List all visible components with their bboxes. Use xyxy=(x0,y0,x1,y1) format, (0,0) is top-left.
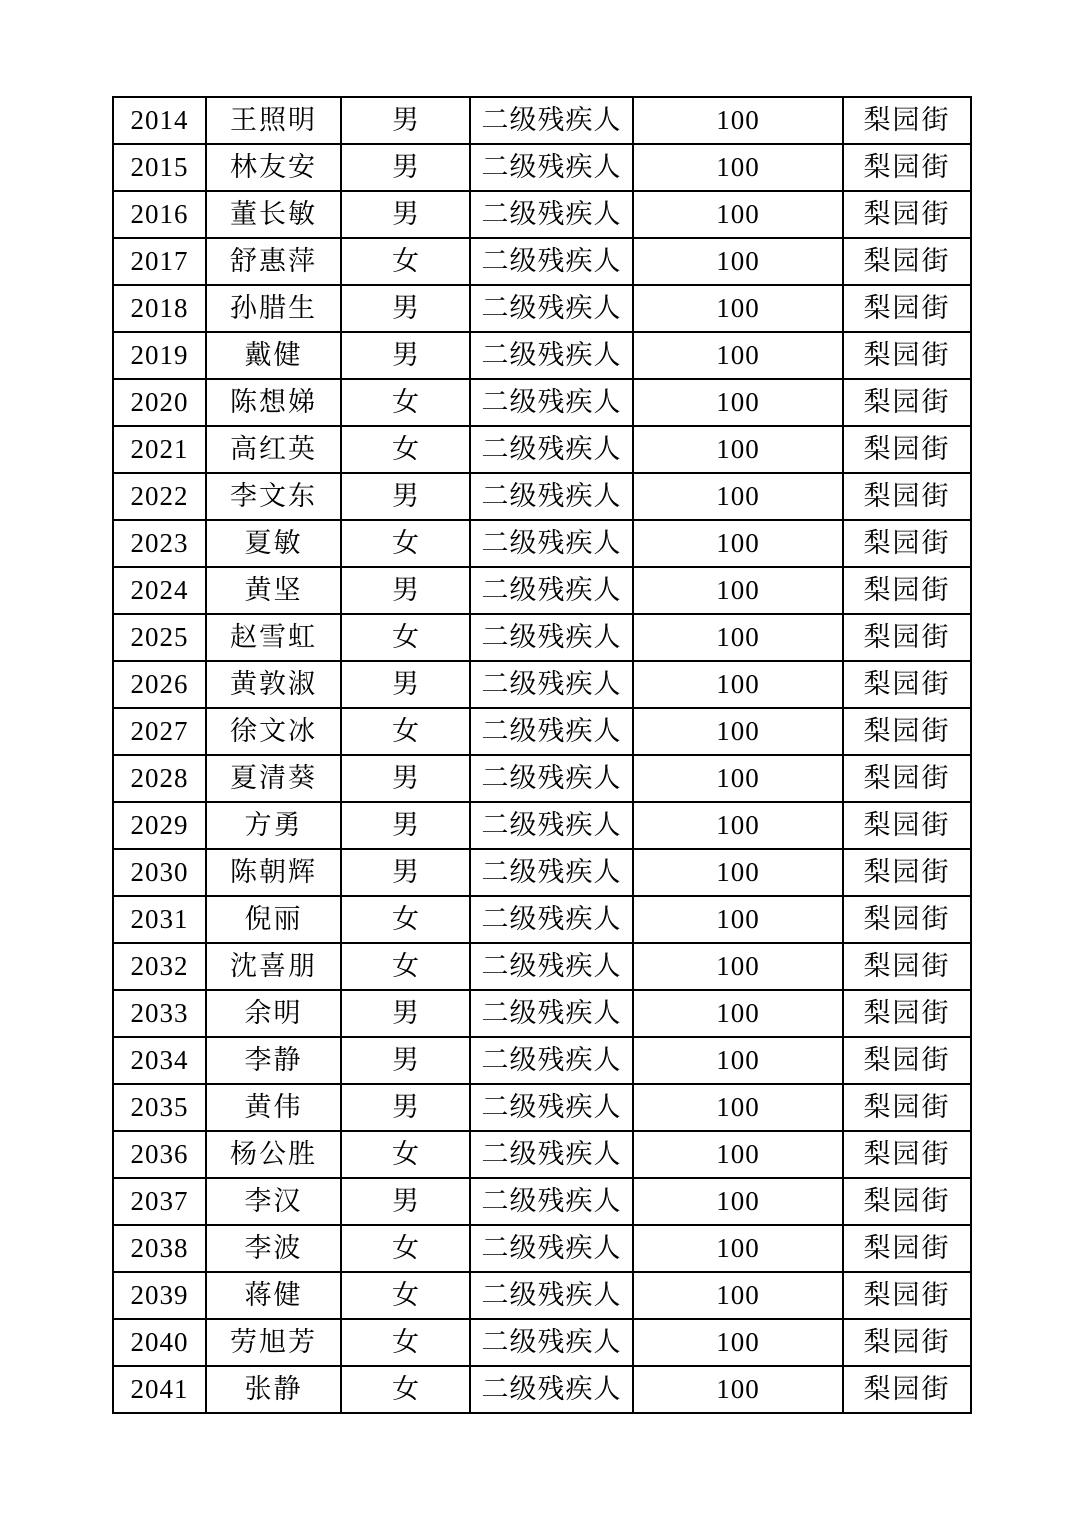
table-row xyxy=(113,97,971,144)
street-cell: 梨园街 xyxy=(843,896,971,943)
serial-number-cell: 2038 xyxy=(113,1225,206,1272)
amount-cell: 100 xyxy=(633,614,843,661)
street-cell: 梨园街 xyxy=(843,661,971,708)
table-row xyxy=(113,661,971,708)
amount-cell: 100 xyxy=(633,379,843,426)
amount-cell: 100 xyxy=(633,285,843,332)
category-cell: 二级残疾人 xyxy=(470,1084,633,1131)
amount-cell: 100 xyxy=(633,473,843,520)
category-cell: 二级残疾人 xyxy=(470,755,633,802)
table-row xyxy=(113,1084,971,1131)
gender-cell: 男 xyxy=(341,1178,470,1225)
amount-cell: 100 xyxy=(633,191,843,238)
serial-number-cell: 2026 xyxy=(113,661,206,708)
category-cell: 二级残疾人 xyxy=(470,1037,633,1084)
street-cell: 梨园街 xyxy=(843,1366,971,1413)
serial-number-cell: 2015 xyxy=(113,144,206,191)
serial-number-cell: 2039 xyxy=(113,1272,206,1319)
person-name-cell: 陈朝辉 xyxy=(206,849,341,896)
amount-cell: 100 xyxy=(633,896,843,943)
amount-cell: 100 xyxy=(633,1319,843,1366)
gender-cell: 男 xyxy=(341,755,470,802)
serial-number-cell: 2014 xyxy=(113,97,206,144)
serial-number-cell: 2033 xyxy=(113,990,206,1037)
gender-cell: 男 xyxy=(341,802,470,849)
person-name-cell: 夏清葵 xyxy=(206,755,341,802)
gender-cell: 男 xyxy=(341,285,470,332)
table-row xyxy=(113,285,971,332)
amount-cell: 100 xyxy=(633,1366,843,1413)
amount-cell: 100 xyxy=(633,520,843,567)
amount-cell: 100 xyxy=(633,1178,843,1225)
category-cell: 二级残疾人 xyxy=(470,191,633,238)
category-cell: 二级残疾人 xyxy=(470,144,633,191)
serial-number-cell: 2037 xyxy=(113,1178,206,1225)
table-row xyxy=(113,379,971,426)
serial-number-cell: 2028 xyxy=(113,755,206,802)
gender-cell: 男 xyxy=(341,144,470,191)
street-cell: 梨园街 xyxy=(843,1084,971,1131)
category-cell: 二级残疾人 xyxy=(470,849,633,896)
amount-cell: 100 xyxy=(633,661,843,708)
category-cell: 二级残疾人 xyxy=(470,990,633,1037)
amount-cell: 100 xyxy=(633,144,843,191)
person-name-cell: 余明 xyxy=(206,990,341,1037)
person-name-cell: 王照明 xyxy=(206,97,341,144)
amount-cell: 100 xyxy=(633,567,843,614)
serial-number-cell: 2032 xyxy=(113,943,206,990)
street-cell: 梨园街 xyxy=(843,520,971,567)
gender-cell: 女 xyxy=(341,708,470,755)
category-cell: 二级残疾人 xyxy=(470,97,633,144)
street-cell: 梨园街 xyxy=(843,473,971,520)
serial-number-cell: 2027 xyxy=(113,708,206,755)
beneficiary-table-body xyxy=(113,97,971,1413)
serial-number-cell: 2031 xyxy=(113,896,206,943)
person-name-cell: 陈想娣 xyxy=(206,379,341,426)
person-name-cell: 孙腊生 xyxy=(206,285,341,332)
person-name-cell: 张静 xyxy=(206,1366,341,1413)
gender-cell: 男 xyxy=(341,567,470,614)
street-cell: 梨园街 xyxy=(843,379,971,426)
person-name-cell: 劳旭芳 xyxy=(206,1319,341,1366)
category-cell: 二级残疾人 xyxy=(470,520,633,567)
amount-cell: 100 xyxy=(633,802,843,849)
gender-cell: 女 xyxy=(341,943,470,990)
gender-cell: 男 xyxy=(341,97,470,144)
table-row xyxy=(113,332,971,379)
gender-cell: 女 xyxy=(341,1225,470,1272)
amount-cell: 100 xyxy=(633,97,843,144)
category-cell: 二级残疾人 xyxy=(470,614,633,661)
category-cell: 二级残疾人 xyxy=(470,332,633,379)
table-row xyxy=(113,426,971,473)
person-name-cell: 黄坚 xyxy=(206,567,341,614)
person-name-cell: 李波 xyxy=(206,1225,341,1272)
table-row xyxy=(113,1037,971,1084)
amount-cell: 100 xyxy=(633,1131,843,1178)
gender-cell: 男 xyxy=(341,191,470,238)
gender-cell: 男 xyxy=(341,473,470,520)
beneficiary-table xyxy=(112,96,972,1414)
table-row xyxy=(113,849,971,896)
table-row xyxy=(113,708,971,755)
person-name-cell: 徐文冰 xyxy=(206,708,341,755)
gender-cell: 女 xyxy=(341,238,470,285)
person-name-cell: 黄敦淑 xyxy=(206,661,341,708)
category-cell: 二级残疾人 xyxy=(470,473,633,520)
serial-number-cell: 2019 xyxy=(113,332,206,379)
table-row xyxy=(113,614,971,661)
person-name-cell: 舒惠萍 xyxy=(206,238,341,285)
street-cell: 梨园街 xyxy=(843,238,971,285)
person-name-cell: 赵雪虹 xyxy=(206,614,341,661)
gender-cell: 男 xyxy=(341,1037,470,1084)
category-cell: 二级残疾人 xyxy=(470,1178,633,1225)
person-name-cell: 李文东 xyxy=(206,473,341,520)
gender-cell: 女 xyxy=(341,1319,470,1366)
person-name-cell: 倪丽 xyxy=(206,896,341,943)
amount-cell: 100 xyxy=(633,943,843,990)
street-cell: 梨园街 xyxy=(843,191,971,238)
street-cell: 梨园街 xyxy=(843,802,971,849)
gender-cell: 女 xyxy=(341,1272,470,1319)
street-cell: 梨园街 xyxy=(843,755,971,802)
street-cell: 梨园街 xyxy=(843,943,971,990)
gender-cell: 女 xyxy=(341,1131,470,1178)
gender-cell: 女 xyxy=(341,1366,470,1413)
person-name-cell: 蒋健 xyxy=(206,1272,341,1319)
table-row xyxy=(113,567,971,614)
street-cell: 梨园街 xyxy=(843,1131,971,1178)
table-row xyxy=(113,520,971,567)
person-name-cell: 方勇 xyxy=(206,802,341,849)
serial-number-cell: 2030 xyxy=(113,849,206,896)
category-cell: 二级残疾人 xyxy=(470,567,633,614)
amount-cell: 100 xyxy=(633,849,843,896)
table-row xyxy=(113,473,971,520)
street-cell: 梨园街 xyxy=(843,1225,971,1272)
table-row xyxy=(113,1272,971,1319)
gender-cell: 女 xyxy=(341,426,470,473)
person-name-cell: 戴健 xyxy=(206,332,341,379)
serial-number-cell: 2041 xyxy=(113,1366,206,1413)
serial-number-cell: 2025 xyxy=(113,614,206,661)
serial-number-cell: 2021 xyxy=(113,426,206,473)
table-row xyxy=(113,191,971,238)
serial-number-cell: 2029 xyxy=(113,802,206,849)
serial-number-cell: 2020 xyxy=(113,379,206,426)
street-cell: 梨园街 xyxy=(843,990,971,1037)
serial-number-cell: 2036 xyxy=(113,1131,206,1178)
gender-cell: 男 xyxy=(341,849,470,896)
street-cell: 梨园街 xyxy=(843,1319,971,1366)
table-row xyxy=(113,802,971,849)
serial-number-cell: 2034 xyxy=(113,1037,206,1084)
category-cell: 二级残疾人 xyxy=(470,896,633,943)
table-row xyxy=(113,238,971,285)
serial-number-cell: 2023 xyxy=(113,520,206,567)
serial-number-cell: 2035 xyxy=(113,1084,206,1131)
table-row xyxy=(113,1225,971,1272)
street-cell: 梨园街 xyxy=(843,97,971,144)
table-row xyxy=(113,1319,971,1366)
person-name-cell: 黄伟 xyxy=(206,1084,341,1131)
street-cell: 梨园街 xyxy=(843,1037,971,1084)
table-row xyxy=(113,1366,971,1413)
category-cell: 二级残疾人 xyxy=(470,1319,633,1366)
amount-cell: 100 xyxy=(633,1037,843,1084)
category-cell: 二级残疾人 xyxy=(470,1131,633,1178)
category-cell: 二级残疾人 xyxy=(470,426,633,473)
category-cell: 二级残疾人 xyxy=(470,802,633,849)
street-cell: 梨园街 xyxy=(843,708,971,755)
person-name-cell: 李汉 xyxy=(206,1178,341,1225)
street-cell: 梨园街 xyxy=(843,426,971,473)
serial-number-cell: 2022 xyxy=(113,473,206,520)
street-cell: 梨园街 xyxy=(843,144,971,191)
gender-cell: 男 xyxy=(341,990,470,1037)
amount-cell: 100 xyxy=(633,1225,843,1272)
serial-number-cell: 2016 xyxy=(113,191,206,238)
table-row xyxy=(113,896,971,943)
street-cell: 梨园街 xyxy=(843,1272,971,1319)
person-name-cell: 杨公胜 xyxy=(206,1131,341,1178)
category-cell: 二级残疾人 xyxy=(470,708,633,755)
amount-cell: 100 xyxy=(633,990,843,1037)
person-name-cell: 夏敏 xyxy=(206,520,341,567)
person-name-cell: 高红英 xyxy=(206,426,341,473)
street-cell: 梨园街 xyxy=(843,285,971,332)
person-name-cell: 董长敏 xyxy=(206,191,341,238)
category-cell: 二级残疾人 xyxy=(470,943,633,990)
street-cell: 梨园街 xyxy=(843,1178,971,1225)
person-name-cell: 李静 xyxy=(206,1037,341,1084)
street-cell: 梨园街 xyxy=(843,332,971,379)
person-name-cell: 林友安 xyxy=(206,144,341,191)
gender-cell: 男 xyxy=(341,1084,470,1131)
serial-number-cell: 2017 xyxy=(113,238,206,285)
table-row xyxy=(113,144,971,191)
gender-cell: 女 xyxy=(341,379,470,426)
person-name-cell: 沈喜朋 xyxy=(206,943,341,990)
gender-cell: 女 xyxy=(341,520,470,567)
table-row xyxy=(113,1131,971,1178)
street-cell: 梨园街 xyxy=(843,614,971,661)
amount-cell: 100 xyxy=(633,755,843,802)
table-row xyxy=(113,755,971,802)
street-cell: 梨园街 xyxy=(843,567,971,614)
category-cell: 二级残疾人 xyxy=(470,379,633,426)
amount-cell: 100 xyxy=(633,332,843,379)
category-cell: 二级残疾人 xyxy=(470,238,633,285)
amount-cell: 100 xyxy=(633,238,843,285)
street-cell: 梨园街 xyxy=(843,849,971,896)
serial-number-cell: 2024 xyxy=(113,567,206,614)
table-row xyxy=(113,990,971,1037)
category-cell: 二级残疾人 xyxy=(470,285,633,332)
amount-cell: 100 xyxy=(633,426,843,473)
category-cell: 二级残疾人 xyxy=(470,1366,633,1413)
table-row xyxy=(113,943,971,990)
gender-cell: 男 xyxy=(341,332,470,379)
gender-cell: 男 xyxy=(341,661,470,708)
gender-cell: 女 xyxy=(341,896,470,943)
table-row xyxy=(113,1178,971,1225)
serial-number-cell: 2040 xyxy=(113,1319,206,1366)
serial-number-cell: 2018 xyxy=(113,285,206,332)
gender-cell: 女 xyxy=(341,614,470,661)
amount-cell: 100 xyxy=(633,1084,843,1131)
category-cell: 二级残疾人 xyxy=(470,661,633,708)
amount-cell: 100 xyxy=(633,1272,843,1319)
category-cell: 二级残疾人 xyxy=(470,1225,633,1272)
category-cell: 二级残疾人 xyxy=(470,1272,633,1319)
amount-cell: 100 xyxy=(633,708,843,755)
